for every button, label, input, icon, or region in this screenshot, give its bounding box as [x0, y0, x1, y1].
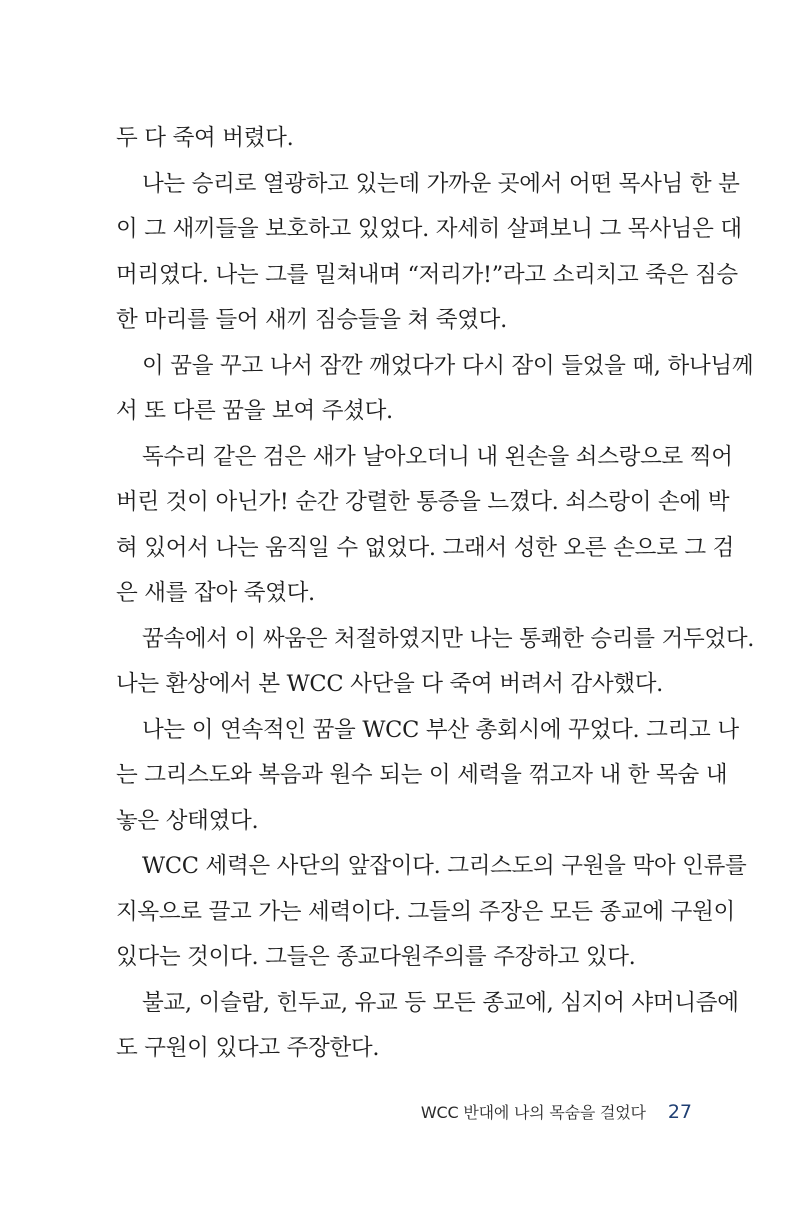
text-line: 는 그리스도와 복음과 원수 되는 이 세력을 꺾고자 내 한 목숨 내	[116, 762, 728, 788]
text-line: 나는 환상에서 본 WCC 사단을 다 죽여 버려서 감사했다.	[116, 671, 664, 697]
text-line: 머리였다. 나는 그를 밀쳐내며 “저리가!”라고 소리치고 죽은 짐승	[116, 261, 738, 288]
text-line: 독수리 같은 검은 새가 날아오더니 내 왼손을 쇠스랑으로 찍어	[142, 443, 733, 470]
text-line: 나는 이 연속적인 꿈을 WCC 부산 총회시에 꾸었다. 그리고 나	[142, 716, 739, 743]
text-line: 이 그 새끼들을 보호하고 있었다. 자세히 살펴보니 그 목사님은 대	[116, 216, 742, 242]
text-line: 이 꿈을 꾸고 나서 잠깐 깨었다가 다시 잠이 들었을 때, 하나님께	[142, 352, 754, 379]
text-line: 혀 있어서 나는 움직일 수 없었다. 그래서 성한 오른 손으로 그 검	[116, 534, 735, 561]
text-line: 한 마리를 들어 새끼 짐승들을 쳐 죽였다.	[116, 307, 507, 333]
running-title: WCC 반대에 나의 목숨을 걸었다	[420, 1103, 646, 1122]
text-line: 은 새를 잡아 죽였다.	[116, 580, 315, 606]
text-line: 꿈속에서 이 싸움은 처절하였지만 나는 통쾌한 승리를 거두었다.	[142, 625, 755, 652]
body-text	[116, 116, 755, 1072]
page-footer	[421, 1100, 692, 1123]
text-line: 있다는 것이다. 그들은 종교다원주의를 주장하고 있다.	[116, 944, 636, 970]
text-line: 버린 것이 아닌가! 순간 강렬한 통증을 느꼈다. 쇠스랑이 손에 박	[116, 489, 730, 515]
text-line: 서 또 다른 꿈을 보여 주셨다.	[116, 398, 393, 424]
text-line: 도 구원이 있다고 주장한다.	[116, 1035, 380, 1061]
text-line: 놓은 상태였다.	[116, 807, 259, 834]
text-line: 지옥으로 끌고 가는 세력이다. 그들의 주장은 모든 종교에 구원이	[116, 898, 735, 925]
text-line: 불교, 이슬람, 힌두교, 유교 등 모든 종교에, 심지어 샤머니즘에	[142, 989, 739, 1016]
text-line: 나는 승리로 열광하고 있는데 가까운 곳에서 어떤 목사님 한 분	[142, 170, 740, 197]
page-number: 27	[667, 1101, 692, 1123]
text-line: 두 다 죽여 버렸다.	[116, 125, 294, 151]
text-line: WCC 세력은 사단의 앞잡이다. 그리스도의 구원을 막아 인류를	[142, 853, 747, 879]
